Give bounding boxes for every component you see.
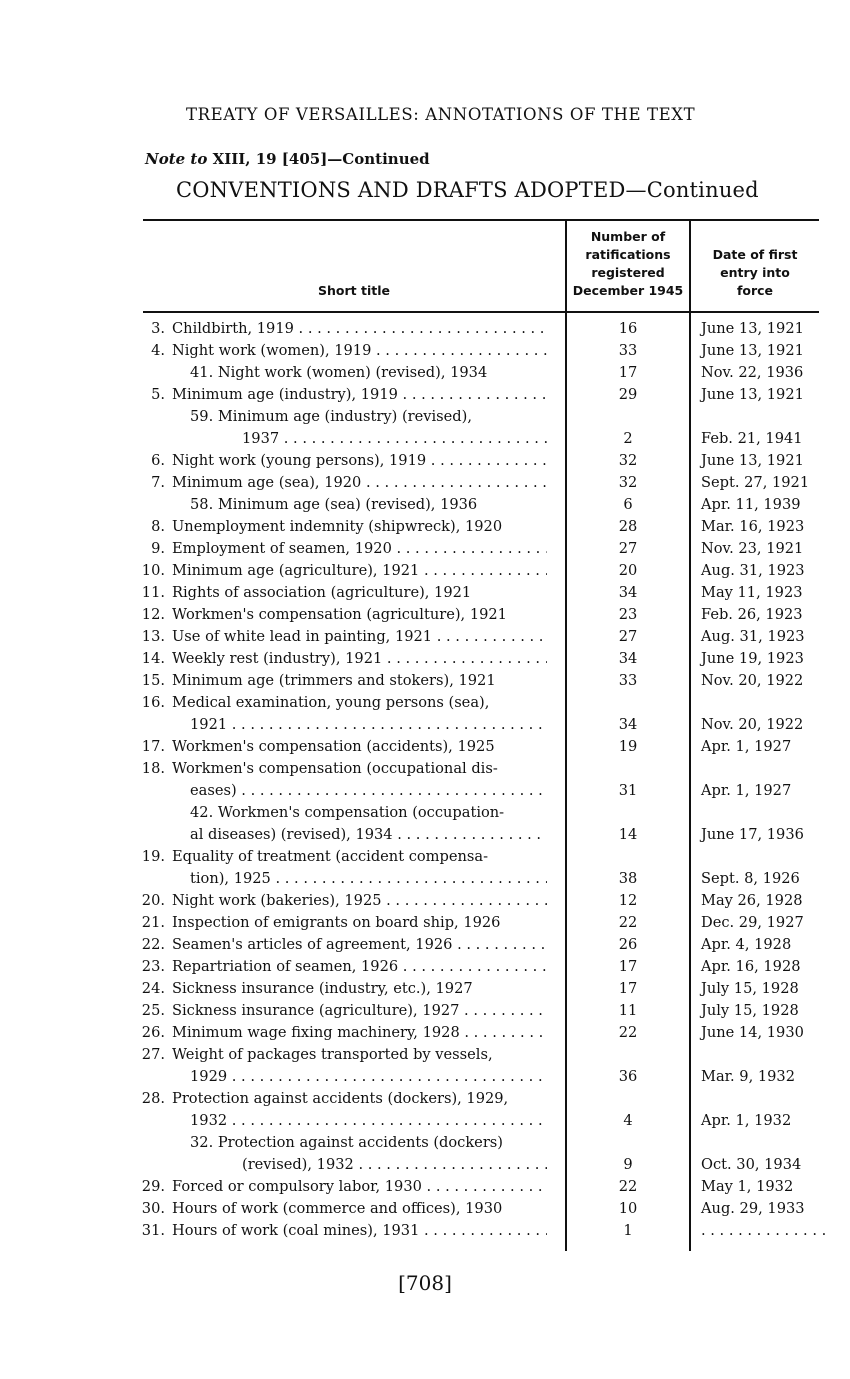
convention-title: Night work (bakeries), 1925 . . . <box>172 890 547 912</box>
convention-title: 59. Minimum age (industry) (revised), <box>190 408 472 425</box>
convention-title: Night work (women), 1919 . . . <box>172 340 547 362</box>
entry-into-force-date: Apr. 16, 1928 <box>701 958 801 975</box>
convention-title: Weekly rest (industry), 1921 . . . <box>172 648 547 670</box>
convention-number: 23. <box>141 958 165 975</box>
column-header-line: December 1945 <box>572 283 684 298</box>
convention-number: 4. <box>151 342 165 359</box>
convention-title: Repartriation of seamen, 1926 . . . <box>172 956 547 978</box>
table-row <box>0 384 850 406</box>
convention-title: Night work (young persons), 1919 . . . <box>172 450 547 472</box>
column-header-line: Date of first <box>712 247 798 262</box>
entry-into-force-date: Apr. 4, 1928 <box>701 936 792 953</box>
table-row <box>0 582 850 604</box>
convention-title: Hours of work (coal mines), 1931 . . . <box>172 1220 547 1242</box>
convention-number: 24. <box>141 980 165 997</box>
table-row <box>0 450 850 472</box>
convention-title: Seamen's articles of agreement, 1926 . . . <box>172 934 547 956</box>
convention-title: 1921 . . . <box>190 714 547 736</box>
ratification-count: 14 <box>618 826 638 843</box>
table-row <box>0 428 850 450</box>
convention-title: Sickness insurance (industry, etc.), 1927 <box>172 980 473 997</box>
convention-title: Weight of packages transported by vessels, <box>172 1046 493 1063</box>
entry-into-force-date: June 14, 1930 <box>701 1024 804 1041</box>
convention-number: 6. <box>151 452 165 469</box>
ratification-count: 34 <box>618 650 638 667</box>
entry-into-force-date: Nov. 20, 1922 <box>701 716 804 733</box>
table-row <box>0 494 850 516</box>
column-header-ratifications <box>567 228 689 300</box>
ratification-count: 28 <box>618 518 638 535</box>
ratification-count: 29 <box>618 386 638 403</box>
convention-title: Hours of work (commerce and offices), 1930 <box>172 1200 503 1217</box>
ratification-count: 1 <box>623 1222 633 1239</box>
convention-number: 15. <box>141 672 165 689</box>
convention-title: Equality of treatment (accident compensa- <box>172 848 489 865</box>
convention-number: 29. <box>141 1178 165 1195</box>
entry-into-force-date: Nov. 23, 1921 <box>701 540 804 557</box>
convention-number: 8. <box>151 518 165 535</box>
note-reference: XIII, 19 [405]—Continued <box>212 150 430 168</box>
ratification-count: 36 <box>618 1068 638 1085</box>
convention-number: 10. <box>141 562 165 579</box>
ratification-count: 31 <box>618 782 638 799</box>
table-row <box>0 978 850 1000</box>
entry-into-force-date: July 15, 1928 <box>701 1002 799 1019</box>
convention-number: 30. <box>141 1200 165 1217</box>
ratification-count: 2 <box>623 430 633 447</box>
convention-number: 26. <box>141 1024 165 1041</box>
table-row <box>0 604 850 626</box>
table-row <box>0 648 850 670</box>
table-row <box>0 736 850 758</box>
entry-into-force-date: June 17, 1936 <box>701 826 804 843</box>
entry-into-force-date: May 11, 1923 <box>701 584 803 601</box>
table-row <box>0 472 850 494</box>
convention-number: 13. <box>141 628 165 645</box>
table-row <box>0 406 850 428</box>
table-row <box>0 1132 850 1154</box>
table-row <box>0 1110 850 1132</box>
table-row <box>0 626 850 648</box>
table-top-rule <box>143 219 819 221</box>
convention-title: Workmen's compensation (occupational dis- <box>172 760 498 777</box>
table-row <box>0 1022 850 1044</box>
convention-title: eases) . . . <box>190 780 547 802</box>
entry-into-force-date: June 13, 1921 <box>701 452 804 469</box>
entry-into-force-date: Feb. 26, 1923 <box>701 606 803 623</box>
table-header-rule <box>143 311 819 313</box>
entry-into-force-date: Feb. 21, 1941 <box>701 430 803 447</box>
running-head: TREATY OF VERSAILLES: ANNOTATIONS OF THE TEXT <box>186 105 696 124</box>
table-row <box>0 780 850 802</box>
ratification-count: 34 <box>618 716 638 733</box>
convention-title: Workmen's compensation (accidents), 1925 <box>172 738 495 755</box>
ratification-count: 38 <box>618 870 638 887</box>
entry-into-force-date: Sept. 27, 1921 <box>701 474 810 491</box>
table-row <box>0 692 850 714</box>
page-number: [708] <box>398 1271 452 1295</box>
convention-title: Use of white lead in painting, 1921 . . . <box>172 626 547 648</box>
convention-number: 3. <box>151 320 165 337</box>
ratification-count: 9 <box>623 1156 633 1173</box>
table-row <box>0 670 850 692</box>
convention-title: Sickness insurance (agriculture), 1927 . . . <box>172 1000 547 1022</box>
entry-into-force-date: Sept. 8, 1926 <box>701 870 800 887</box>
entry-into-force-date: Aug. 31, 1923 <box>701 628 805 645</box>
convention-number: 12. <box>141 606 165 623</box>
conventions-table-body <box>0 318 850 1242</box>
entry-into-force-date: Apr. 1, 1927 <box>701 738 792 755</box>
convention-number: 11. <box>141 584 165 601</box>
table-row <box>0 1000 850 1022</box>
convention-title: Unemployment indemnity (shipwreck), 1920 <box>172 518 503 535</box>
convention-title: Protection against accidents (dockers), 1929, <box>172 1090 509 1107</box>
convention-title: al diseases) (revised), 1934 . . . <box>190 824 547 846</box>
convention-title: Forced or compulsory labor, 1930 . . . <box>172 1176 547 1198</box>
convention-number: 7. <box>151 474 165 491</box>
convention-number: 22. <box>141 936 165 953</box>
convention-number: 17. <box>141 738 165 755</box>
ratification-count: 17 <box>618 364 638 381</box>
entry-into-force-date: June 13, 1921 <box>701 386 804 403</box>
convention-title: Inspection of emigrants on board ship, 1926 <box>172 914 501 931</box>
table-row <box>0 538 850 560</box>
table-row <box>0 758 850 780</box>
convention-title: Minimum age (trimmers and stokers), 1921 <box>172 672 496 689</box>
ratification-count: 4 <box>623 1112 633 1129</box>
convention-number: 27. <box>141 1046 165 1063</box>
ratification-count: 26 <box>618 936 638 953</box>
entry-into-force-date: Oct. 30, 1934 <box>701 1156 802 1173</box>
convention-number: 25. <box>141 1002 165 1019</box>
convention-number: 9. <box>151 540 165 557</box>
table-row <box>0 560 850 582</box>
ratification-count: 33 <box>618 672 638 689</box>
convention-number: 28. <box>141 1090 165 1107</box>
convention-title: Minimum age (agriculture), 1921 . . . <box>172 560 547 582</box>
ratification-count: 27 <box>618 628 638 645</box>
column-header-line: registered <box>591 265 665 280</box>
convention-title: 1932 . . . <box>190 1110 547 1132</box>
table-row <box>0 1154 850 1176</box>
column-header-line: force <box>736 283 774 298</box>
table-row <box>0 934 850 956</box>
column-header-entry-date <box>691 246 819 300</box>
entry-into-force-date: July 15, 1928 <box>701 980 799 997</box>
entry-into-force-date: Apr. 11, 1939 <box>701 496 801 513</box>
ratification-count: 27 <box>618 540 638 557</box>
column-header-short-title: Short title <box>318 283 390 298</box>
entry-into-force-date: June 19, 1923 <box>701 650 804 667</box>
convention-number: 19. <box>141 848 165 865</box>
convention-number: 18. <box>141 760 165 777</box>
table-row <box>0 1066 850 1088</box>
table-row <box>0 802 850 824</box>
column-header-line: ratifications <box>585 247 671 262</box>
entry-into-force-date: Dec. 29, 1927 <box>701 914 804 931</box>
ratification-count: 23 <box>618 606 638 623</box>
convention-title: Minimum age (sea), 1920 . . . <box>172 472 547 494</box>
ratification-count: 34 <box>618 584 638 601</box>
column-header-line: Number of <box>590 229 666 244</box>
convention-title: 58. Minimum age (sea) (revised), 1936 <box>190 496 478 513</box>
table-row <box>0 868 850 890</box>
entry-into-force-date: Aug. 31, 1923 <box>701 562 805 579</box>
ratification-count: 20 <box>618 562 638 579</box>
table-row <box>0 1220 850 1242</box>
convention-title: Rights of association (agriculture), 1921 <box>172 584 472 601</box>
ratification-count: 6 <box>623 496 633 513</box>
entry-into-force-date: May 1, 1932 <box>701 1178 794 1195</box>
entry-into-force-date: Apr. 1, 1927 <box>701 782 792 799</box>
convention-title: Minimum wage fixing machinery, 1928 . . . <box>172 1022 547 1044</box>
table-row <box>0 318 850 340</box>
table-row <box>0 912 850 934</box>
convention-title: Minimum age (industry), 1919 . . . <box>172 384 547 406</box>
convention-title: 1929 . . . <box>190 1066 547 1088</box>
convention-number: 5. <box>151 386 165 403</box>
convention-number: 16. <box>141 694 165 711</box>
table-row <box>0 714 850 736</box>
ratification-count: 16 <box>618 320 638 337</box>
table-row <box>0 1044 850 1066</box>
convention-number: 20. <box>141 892 165 909</box>
ratification-count: 12 <box>618 892 638 909</box>
convention-title: 41. Night work (women) (revised), 1934 <box>190 364 488 381</box>
table-row <box>0 846 850 868</box>
table-row <box>0 956 850 978</box>
section-title: CONVENTIONS AND DRAFTS ADOPTED—Continued <box>176 178 759 202</box>
convention-number: 21. <box>141 914 165 931</box>
entry-into-force-date: Nov. 22, 1936 <box>701 364 804 381</box>
convention-title: Workmen's compensation (agriculture), 1921 <box>172 606 507 623</box>
entry-into-force-date: Mar. 16, 1923 <box>701 518 805 535</box>
ratification-count: 10 <box>618 1200 638 1217</box>
table-row <box>0 516 850 538</box>
table-row <box>0 890 850 912</box>
table-row <box>0 1198 850 1220</box>
entry-into-force-date: June 13, 1921 <box>701 320 804 337</box>
convention-title: 42. Workmen's compensation (occupation- <box>190 804 505 821</box>
ratification-count: 17 <box>618 980 638 997</box>
convention-number: 14. <box>141 650 165 667</box>
convention-title: 32. Protection against accidents (dockers) <box>190 1134 503 1151</box>
table-row <box>0 362 850 384</box>
ratification-count: 22 <box>618 1024 638 1041</box>
entry-into-force-date: Nov. 20, 1922 <box>701 672 804 689</box>
ratification-count: 32 <box>618 452 638 469</box>
entry-into-force-date: Apr. 1, 1932 <box>701 1112 792 1129</box>
ratification-count: 11 <box>618 1002 638 1019</box>
note-line <box>145 150 430 168</box>
table-row <box>0 1176 850 1198</box>
table-row <box>0 1088 850 1110</box>
convention-title: Employment of seamen, 1920 . . . <box>172 538 547 560</box>
table-row <box>0 340 850 362</box>
entry-into-force-date: Aug. 29, 1933 <box>701 1200 805 1217</box>
ratification-count: 22 <box>618 914 638 931</box>
convention-title: 1937 . . . <box>242 428 547 450</box>
note-label: Note to <box>145 150 208 168</box>
entry-into-force-date: Mar. 9, 1932 <box>701 1068 795 1085</box>
convention-number: 31. <box>141 1222 165 1239</box>
ratification-count: 33 <box>618 342 638 359</box>
convention-title: Childbirth, 1919 . . . <box>172 318 547 340</box>
entry-into-force-date: May 26, 1928 <box>701 892 803 909</box>
ratification-count: 19 <box>618 738 638 755</box>
ratification-count: 22 <box>618 1178 638 1195</box>
column-header-line: entry into <box>720 265 790 280</box>
entry-into-force-date: June 13, 1921 <box>701 342 804 359</box>
table-row <box>0 824 850 846</box>
convention-title: tion), 1925 . . . <box>190 868 547 890</box>
ratification-count: 17 <box>618 958 638 975</box>
convention-title: (revised), 1932 . . . <box>242 1154 547 1176</box>
convention-title: Medical examination, young persons (sea), <box>172 694 490 711</box>
ratification-count: 32 <box>618 474 638 491</box>
entry-into-force-date: . . . . . . . . . . . . . . <box>701 1222 827 1239</box>
